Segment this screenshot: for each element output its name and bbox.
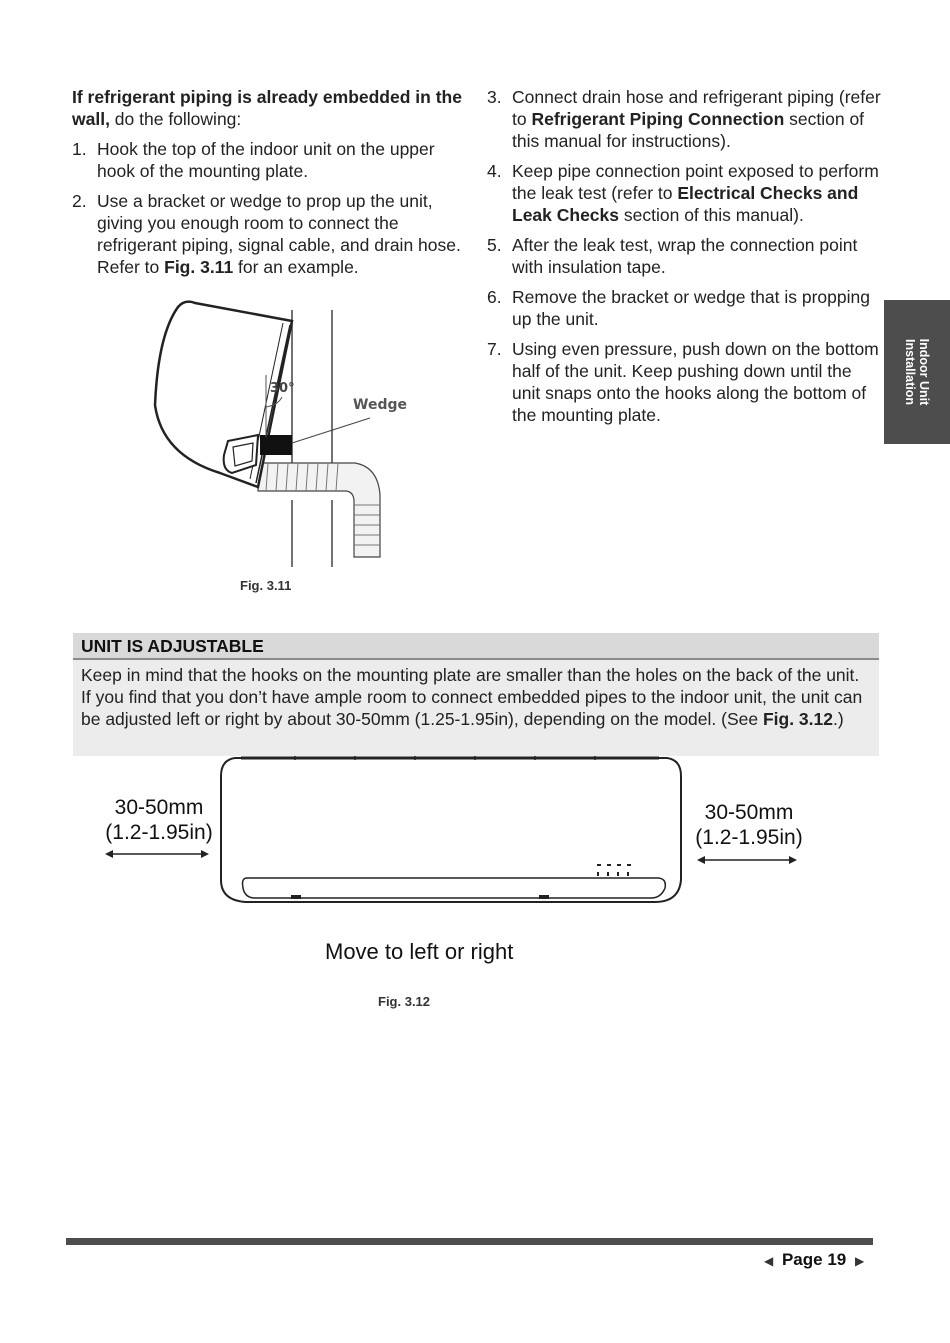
figure-reference: Fig. 3.11 bbox=[164, 257, 234, 277]
figure-caption-3-12: Fig. 3.12 bbox=[378, 994, 431, 1009]
intro-bold: If refrigerant piping is already embedded in the wall, bbox=[72, 87, 462, 129]
section-side-tab bbox=[884, 300, 950, 444]
left-adjust-mm: 30-50mm bbox=[114, 796, 204, 819]
page-number: Page 19 bbox=[781, 1250, 847, 1269]
list-item bbox=[487, 234, 882, 278]
right-adjust-label bbox=[693, 800, 805, 850]
item-text: Remove the bracket or wedge that is propping up the unit. bbox=[512, 287, 870, 329]
intro-paragraph bbox=[72, 86, 462, 130]
previous-page-icon[interactable]: ◀ bbox=[764, 1253, 774, 1268]
side-tab-text bbox=[903, 339, 931, 406]
item-text: Using even pressure, push down on the bottom half of the unit. Keep pushing down until the unit snaps onto the hooks along the bottom of the mounting plate. bbox=[512, 339, 879, 425]
adjustable-note-body bbox=[81, 664, 871, 730]
right-adjust-mm: 30-50mm bbox=[704, 801, 794, 824]
list-item bbox=[487, 160, 882, 226]
wedge-label: Wedge bbox=[353, 397, 407, 413]
item-number: 2. bbox=[72, 191, 87, 211]
steps-list-right bbox=[487, 86, 882, 426]
item-number: 6. bbox=[487, 287, 502, 307]
footer-divider bbox=[66, 1238, 873, 1245]
item-number: 1. bbox=[72, 139, 87, 159]
list-item bbox=[487, 286, 882, 330]
list-item bbox=[487, 86, 882, 152]
item-text-pre: Use a bracket or wedge to prop up the unit, giving you enough room to connect the refrigerant piping, signal cable, and drain hose. Refer to bbox=[97, 191, 461, 277]
item-number: 5. bbox=[487, 235, 502, 255]
side-tab-line1: Indoor Unit bbox=[917, 338, 931, 406]
figure-reference: Fig. 3.12 bbox=[762, 709, 833, 729]
figure-3-11-illustration bbox=[140, 295, 440, 575]
figure-caption-3-11: Fig. 3.11 bbox=[240, 578, 292, 593]
section-reference: Electrical Checks and Leak Checks bbox=[512, 183, 859, 225]
list-item bbox=[72, 190, 462, 278]
item-number: 7. bbox=[487, 339, 502, 359]
note-text-post: .) bbox=[832, 709, 844, 729]
list-item bbox=[487, 338, 882, 426]
side-tab-line2: Installation bbox=[903, 339, 917, 405]
item-text: After the leak test, wrap the connection point with insulation tape. bbox=[512, 235, 858, 277]
left-adjust-label bbox=[104, 795, 214, 845]
item-text-post: section of this manual for instructions). bbox=[512, 109, 865, 151]
item-number: 4. bbox=[487, 161, 502, 181]
angle-label: 30° bbox=[270, 381, 295, 396]
right-adjust-in: (1.2-1.95in) bbox=[695, 826, 803, 849]
item-text-post: for an example. bbox=[233, 257, 359, 277]
list-item bbox=[72, 138, 462, 182]
item-text-post: section of this manual). bbox=[619, 205, 804, 225]
next-page-icon[interactable]: ▶ bbox=[854, 1253, 865, 1268]
adjustable-note-header: UNIT IS ADJUSTABLE bbox=[73, 633, 879, 660]
note-text-pre: Keep in mind that the hooks on the mounting plate are smaller than the holes on the back of the unit. If you find that you don’t have ample room to connect embedded pipes to the indoor unit, the unit can be adjusted left or right by about 30-50mm (1.25-1.95in), depending on the model. (See bbox=[81, 665, 863, 729]
item-number: 3. bbox=[487, 87, 502, 107]
intro-rest: do the following: bbox=[109, 109, 242, 129]
adjustable-note-box bbox=[73, 633, 879, 756]
right-column bbox=[487, 86, 882, 434]
section-reference: Refrigerant Piping Connection bbox=[531, 109, 785, 129]
left-column bbox=[72, 86, 462, 286]
move-direction-label: Move to left or right bbox=[325, 939, 514, 964]
item-text: Hook the top of the indoor unit on the upper hook of the mounting plate. bbox=[97, 139, 435, 181]
steps-list-left bbox=[72, 138, 462, 278]
left-adjust-in: (1.2-1.95in) bbox=[105, 821, 213, 844]
item-text-pre: Keep pipe connection point exposed to perform the leak test (refer to bbox=[512, 161, 879, 203]
page-navigation bbox=[764, 1250, 864, 1270]
item-text-pre: Connect drain hose and refrigerant piping (refer to bbox=[512, 87, 881, 129]
